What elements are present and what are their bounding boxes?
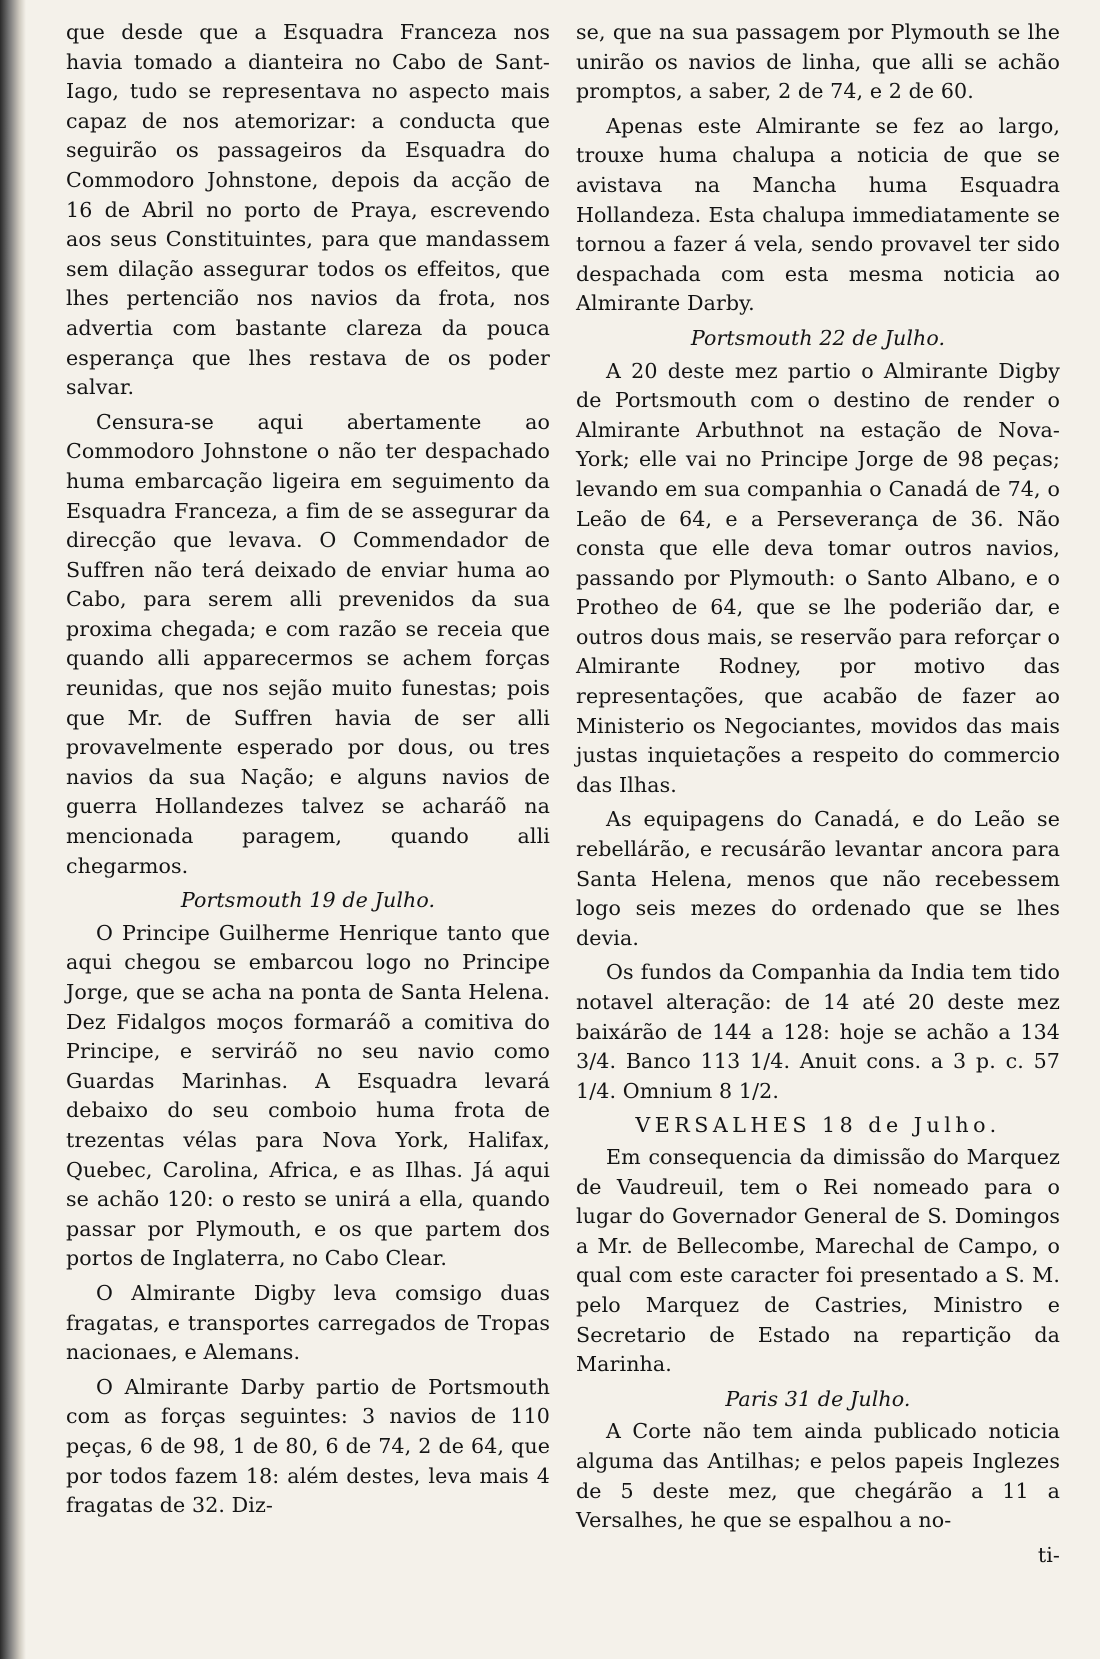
dateline-portsmouth-19: Portsmouth 19 de Julho.	[180, 888, 436, 913]
dateline-portsmouth-22: Portsmouth 22 de Julho.	[690, 325, 946, 350]
left-column	[66, 18, 550, 1659]
paragraph-vaudreuil: Em consequencia da dimissão do Marquez de Vaudreuil, tem o Rei nomeado para o lugar do Governador General de S. Domingos a Mr. de Bellecombe, Marechal de Campo, o qual com este caracter foi presentado a S. M. pelo Marquez de Castries, Ministro e Secretario de Estado na repartição da Marinha.	[576, 1144, 1060, 1377]
paragraph-continued: que desde que a Esquadra Franceza nos havia tomado a dianteira no Cabo de Sant-Iago, tudo se representava no aspecto mais capaz de nos atemorizar: a conducta que seguirão os passageiros da Esquadra do Commodoro Johnstone, depois da acção de 16 de Abril no porto de Praya, escrevendo aos seus Constituintes, para que mandassem sem dilação assegurar todos os effeitos, que lhes pertencião nos navios da frota, nos advertia com bastante clareza da pouca esperança que lhes restava de os poder salvar.	[66, 20, 550, 400]
paragraph-equipagens: As equipagens do Canadá, e do Leão se rebellárão, e recusárão levantar ancora para Santa Helena, menos que não recebessem logo seis mezes do ordenado que se lhes devia.	[576, 807, 1060, 950]
dateline-paris: Paris 31 de Julho.	[725, 1386, 911, 1411]
binding-shadow	[0, 0, 26, 1659]
headline-versalhes: VERSALHES 18 de Julho.	[635, 1113, 1001, 1138]
catchword: ti-	[1037, 1542, 1060, 1567]
paragraph-fundos: Os fundos da Companhia da India tem tido notavel alteração: de 14 até 20 deste mez baixárão de 144 a 128: hoje se achão a 134 3/4. Banco 113 1/4. Anuit cons. a 3 p. c. 57 1/4. Omnium 8 1/2.	[576, 960, 1060, 1103]
paragraph-corte: A Corte não tem ainda publicado noticia alguma das Antilhas; e pelos papeis Inglezes de 5 deste mez, que chegárão a 11 a Versalhes, he que se espalhou a no-	[576, 1419, 1060, 1533]
paragraph-partio: A 20 deste mez partio o Almirante Digby de Portsmouth com o destino de render o Almirante Arbuthnot na estação de Nova-York; elle vai no Principe Jorge de 98 peças; levando em sua companhia o Canadá de 74, o Leão de 64, e a Perseverança de 36. Não consta que elle deva tomar outros navios, passando por Plymouth: o Santo Albano, e o Protheo de 64, que se lhe poderião dar, e outros dous mais, se reservão para reforçar o Almirante Rodney, por motivo das representações, que acabão de fazer ao Ministerio os Negociantes, movidos das mais justas inquietações a respeito do commercio das Ilhas.	[576, 358, 1060, 797]
paragraph-continued-right: se, que na sua passagem por Plymouth se lhe unirão os navios de linha, que alli se achão promptos, a saber, 2 de 74, e 2 de 60.	[576, 20, 1060, 104]
paragraph-principe: O Principe Guilherme Henrique tanto que aqui chegou se embarcou logo no Principe Jorge, que se acha na ponta de Santa Helena. Dez Fidalgos moços formaráõ a comitiva do Principe, e serviráõ no seu navio como Guardas Marinhas. A Esquadra levará debaixo do seu comboio huma frota de trezentas vélas para Nova York, Halifax, Quebec, Carolina, Africa, e as Ilhas. Já aqui se achão 120: o resto se unirá a ella, quando passar por Plymouth, e os que partem dos portos de Inglaterra, no Cabo Clear.	[66, 920, 550, 1271]
paragraph-digby: O Almirante Digby leva comsigo duas fragatas, e transportes carregados de Tropas nacionaes, e Alemans.	[66, 1280, 550, 1365]
paragraph-darby: O Almirante Darby partio de Portsmouth com as forças seguintes: 3 navios de 110 peças, 6 de 98, 1 de 80, 6 de 74, 2 de 64, que por todos fazem 18: além destes, leva mais 4 fragatas de 32. Diz-	[66, 1374, 550, 1518]
right-column	[576, 18, 1060, 1659]
paragraph-censura: Censura-se aqui abertamente ao Commodoro Johnstone o não ter despachado huma embarcação ligeira em seguimento da Esquadra Franceza, a fim de se assegurar da direcção que levava. O Commendador de Suffren não terá deixado de enviar huma ao Cabo, para serem alli prevenidos da sua proxima chegada; e com razão se receia que quando alli apparecermos se achem forças reunidas, que nos sejão muito funestas; pois que Mr. de Suffren havia de ser alli provavelmente esperado por dous, ou tres navios da sua Nação; e alguns navios de guerra Hollandezes talvez se acharáõ na mencionada paragem, quando alli chegarmos.	[66, 409, 550, 878]
paragraph-chalupa: Apenas este Almirante se fez ao largo, trouxe huma chalupa a noticia de que se avistava na Mancha huma Esquadra Hollandeza. Esta chalupa immediatamente se tornou a fazer á vela, sendo provavel ter sido despachada com esta mesma noticia ao Almirante Darby.	[576, 113, 1060, 316]
